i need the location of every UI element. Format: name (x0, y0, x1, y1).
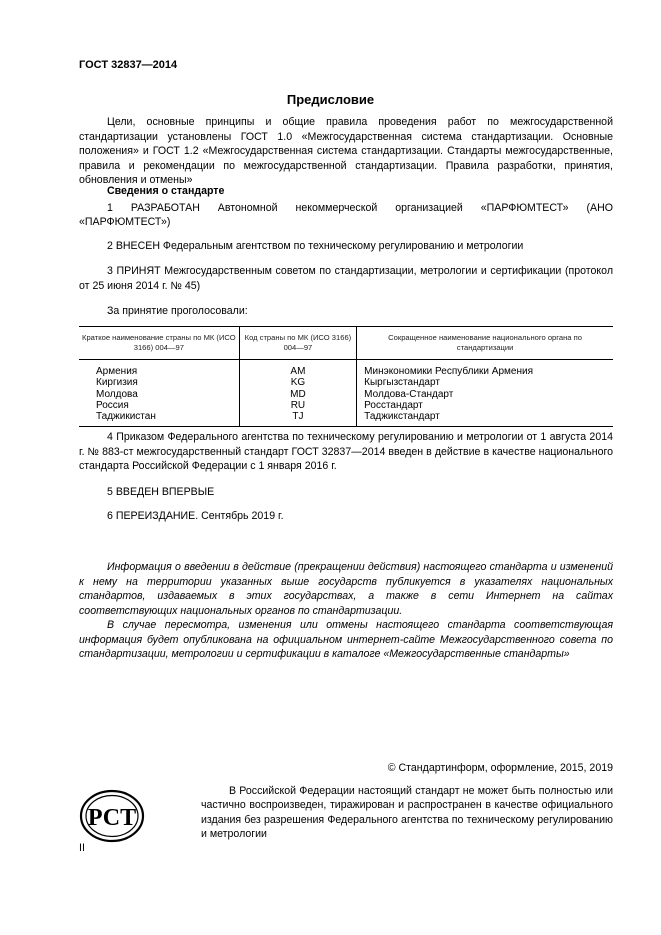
country-cell: Таджикистан (79, 411, 239, 427)
item-2: 2 ВНЕСЕН Федеральным агентством по техническому регулированию и метрологии (107, 240, 524, 252)
voting-table (79, 326, 613, 427)
code-cell: RU (239, 400, 356, 411)
copyright: © Стандартинформ, оформление, 2015, 2019 (387, 762, 613, 774)
body-cell: Росстандарт (357, 400, 613, 411)
table-row (79, 377, 613, 388)
code-cell: KG (239, 377, 356, 388)
voted-label: За принятие проголосовали: (107, 305, 248, 317)
column-header-code: Код страны по МК (ИСО 3166) 004—97 (239, 327, 356, 360)
code-cell: MD (239, 389, 356, 400)
country-cell: Молдова (96, 388, 138, 400)
info-heading: Сведения о стандарте (107, 185, 225, 197)
intro-paragraph: Цели, основные принципы и общие правила проведения работ по межгосударственной стандартизации установлены ГОСТ 1.0 «Межгосударственная система стандартизации. Основные положения» и ГОСТ 1.2 «Межгосударственная система стандартизации. Стандарты межгосударственные, правила и рекомендации по межгосударственной стандартизации. Правила разработки, принятия, обновления и отмены» (79, 116, 613, 187)
item-4: 4 Приказом Федерального агентства по техническому регулированию и метрологии от 1 августа 2014 г. № 883-ст межгосударственный стандарт ГОСТ 32837—2014 введен в действие в качестве национального стандарта Российской Федерации с 1 января 2016 г. (79, 431, 613, 473)
body-cell: Минэкономики Республики Армения (357, 360, 613, 378)
item-1-line-1: 1 РАЗРАБОТАН Автономной некоммерческой организацией «ПАРФЮМТЕСТ» (АНО (107, 202, 613, 214)
rst-logo-icon (79, 788, 145, 844)
svg-text:РСТ: РСТ (87, 805, 137, 831)
document-header: ГОСТ 32837—2014 (79, 59, 178, 71)
column-header-country: Краткое наименование страны по МК (ИСО 3166) 004—97 (79, 327, 239, 360)
body-cell: Таджикстандарт (357, 411, 613, 427)
info-paragraph-1: Информация о введении в действие (прекращении действия) настоящего стандарта и изменений к нему на территории указанных выше государств публикуется в указателях национальных стандартов, издаваемых в этих государствах, а также в сети Интернет на сайтах соответствующих национальных органов по стандартизации. (79, 561, 613, 617)
info-paragraph-2: В случае пересмотра, изменения или отмены настоящего стандарта соответствующая информация будет опубликована на официальном интернет-сайте Межгосударственного совета по стандартизации, метрологии и сертификации в каталоге «Межгосударственные стандарты» (79, 619, 613, 661)
code-cell: AM (239, 360, 356, 378)
reproduction-notice: В Российской Федерации настоящий стандарт не может быть полностью или частично воспроизведен, тиражирован и распространен в качестве официального издания без разрешения Федерального агентства по техническому регулированию и метрологии (201, 785, 613, 840)
country-cell: Россия (96, 399, 129, 411)
table-row (79, 411, 613, 427)
item-5: 5 ВВЕДЕН ВПЕРВЫЕ (107, 486, 215, 498)
page-title: Предисловие (286, 92, 375, 107)
country-cell: Киргизия (96, 377, 138, 389)
item-6: 6 ПЕРЕИЗДАНИЕ. Сентябрь 2019 г. (107, 510, 284, 522)
table-row (79, 400, 613, 411)
item-1-line-2: «ПАРФЮМТЕСТ») (79, 216, 171, 228)
table-row (79, 360, 613, 378)
page-number: II (79, 842, 85, 854)
item-3: 3 ПРИНЯТ Межгосударственным советом по стандартизации, метрологии и сертификации (протокол от 25 июня 2014 г. № 45) (79, 265, 613, 292)
table-header-row (79, 327, 613, 360)
table-row (79, 389, 613, 400)
body-cell: Кыргызстандарт (357, 377, 613, 388)
code-cell: TJ (239, 411, 356, 427)
column-header-body: Сокращенное наименование национального органа по стандартизации (357, 327, 613, 360)
country-cell: Армения (96, 366, 138, 377)
body-cell: Молдова-Стандарт (357, 389, 613, 400)
